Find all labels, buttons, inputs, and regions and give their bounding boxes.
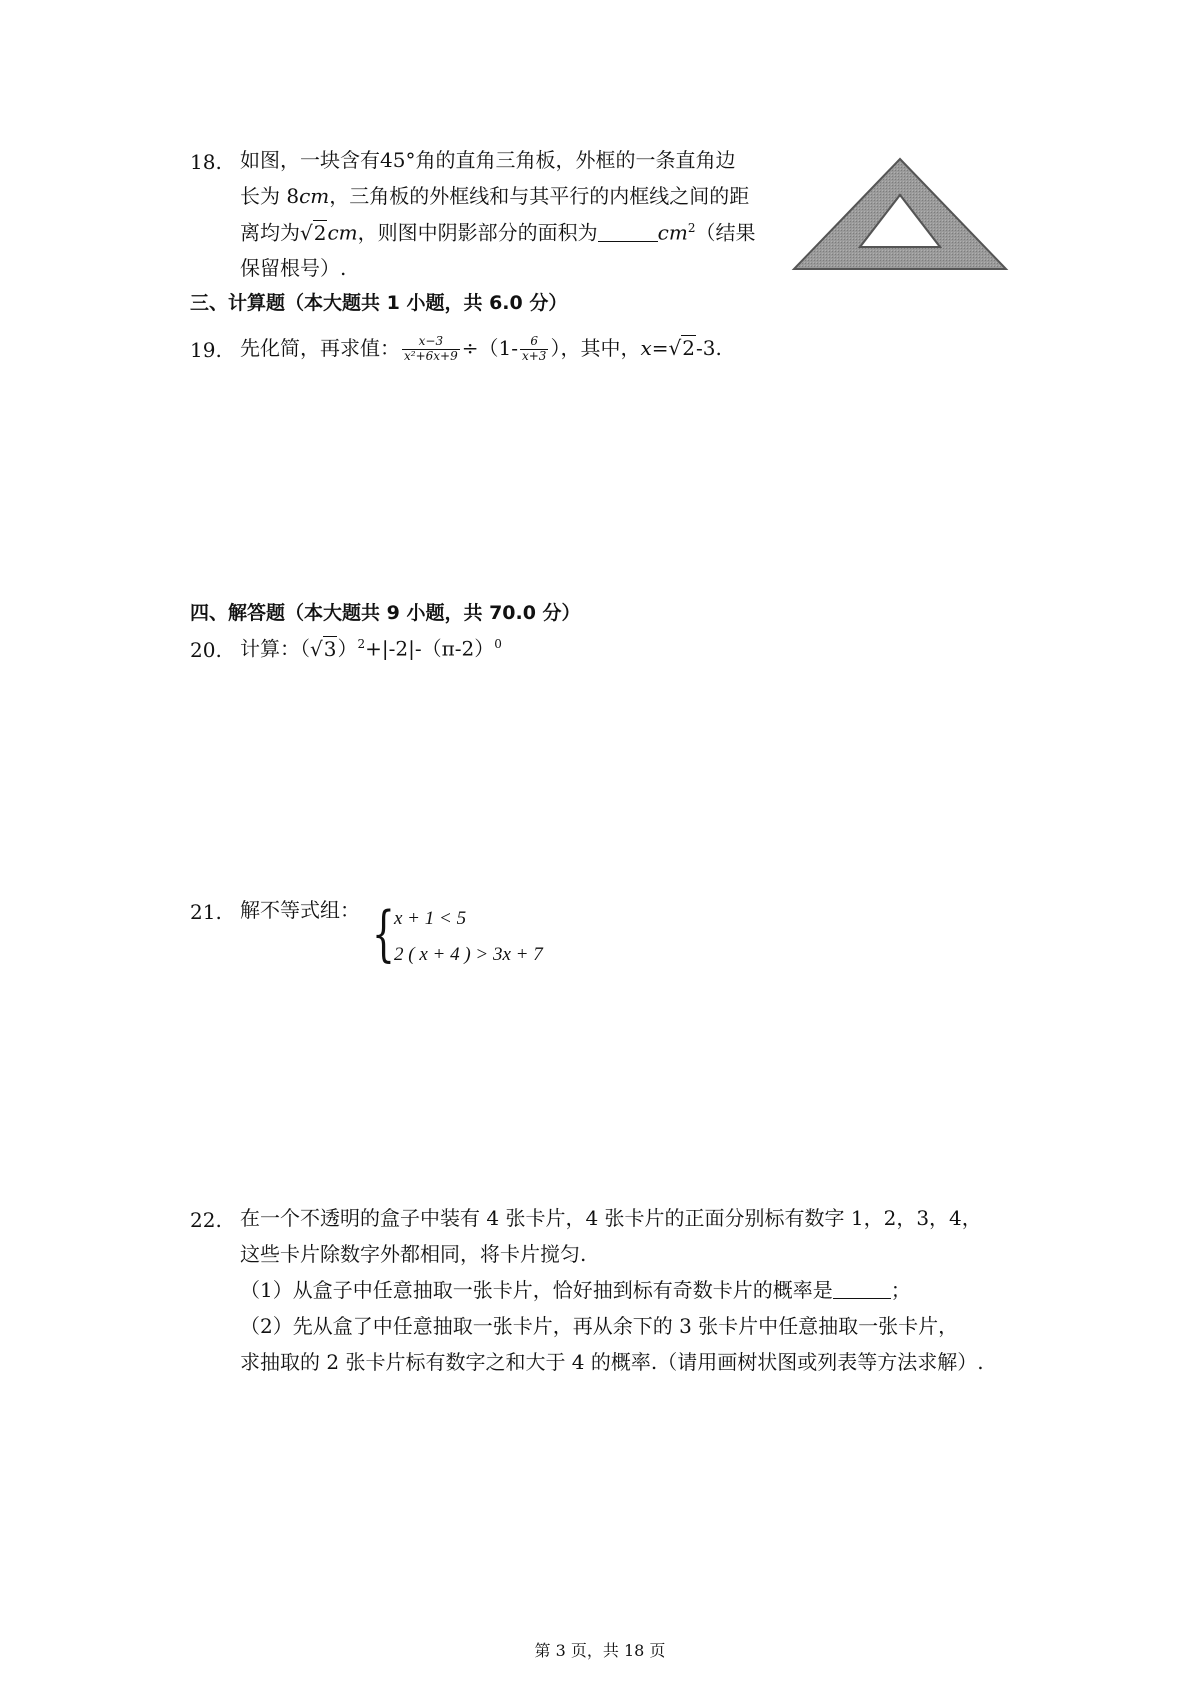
q22-text: （1）从盒子中任意抽取一张卡片，恰好抽到标有奇数卡片的概率是 [240, 1278, 833, 1302]
fraction-numerator: 6 [520, 335, 548, 350]
inequality-2: 2 ( x + 4 ) > 3x + 7 [394, 944, 543, 965]
q18-text: ，则图中阴影部分的面积为 [357, 220, 598, 245]
q22-line-4: （2）先从盒了中任意抽取一张卡片，再从余下的 3 张卡片中任意抽取一张卡片， [240, 1314, 959, 1338]
fraction-numerator: x−3 [402, 335, 460, 350]
q18-text: ，三角板的外框线和与其平行的内框线之间的距 [329, 184, 750, 208]
superscript: 2 [357, 637, 366, 651]
q18-line-4: 保留根号）. [240, 256, 347, 280]
left-brace: { [372, 899, 395, 969]
q18-unit: cm [657, 220, 688, 245]
sqrt-symbol: √2 [300, 220, 327, 245]
q22-line-1: 在一个不透明的盒子中装有 4 张卡片，4 张卡片的正面分别标有数字 1，2，3，4， [240, 1206, 982, 1230]
triangle-ruler-figure [790, 155, 1010, 275]
sqrt-symbol: √3 [310, 636, 337, 661]
section-title: 三、计算题（本大题共 1 小题，共 6.0 分） [190, 292, 568, 314]
inequality-1: x + 1 < 5 [394, 908, 467, 929]
q22-line-2: 这些卡片除数字外都相同，将卡片搅匀. [240, 1242, 587, 1266]
q18-text: 长为 8 [240, 184, 300, 208]
q18-unit: cm [299, 184, 330, 208]
q19-text: = [651, 336, 669, 360]
fraction [402, 335, 460, 364]
q19-expression [240, 328, 722, 368]
question-number: 19. [190, 338, 222, 362]
q22-text: ； [890, 1278, 911, 1302]
q19-text: 先化简，再求值： [240, 336, 400, 360]
q19-text: -3. [695, 336, 722, 360]
variable: x [640, 336, 652, 360]
superscript: 0 [494, 637, 502, 651]
section-title: 四、解答题（本大题共 9 小题，共 70.0 分） [190, 602, 581, 624]
fraction [520, 335, 548, 364]
q18-line-3 [240, 222, 755, 243]
q20-expression [240, 638, 502, 659]
q18-text: （结果 [695, 220, 756, 245]
q18-unit: cm [327, 220, 358, 245]
q18-text: 离均为 [240, 220, 300, 245]
q22-line-3 [240, 1280, 911, 1300]
q19-text: ），其中， [550, 336, 641, 360]
radicand: 2 [313, 220, 327, 245]
page-footer: 第 3 页，共 18 页 [534, 1641, 666, 1660]
answer-blank[interactable] [598, 223, 658, 242]
radicand: 3 [323, 636, 337, 661]
q20-text: +|-2|-（π-2） [365, 636, 495, 661]
q18-line-1: 如图，一块含有45°角的直角三角板，外框的一条直角边 [240, 148, 736, 172]
answer-blank[interactable] [833, 1280, 891, 1299]
fraction-denominator: x+3 [521, 349, 547, 363]
q22-line-5: 求抽取的 2 张卡片标有数字之和大于 4 的概率.（请用画树状图或列表等方法求解）. [240, 1350, 984, 1374]
q21-prefix: 解不等式组： [240, 898, 360, 922]
question-number: 22. [190, 1208, 222, 1232]
radicand: 2 [682, 336, 695, 360]
q18-line-2 [240, 186, 749, 206]
question-number: 20. [190, 638, 222, 662]
q19-text: ÷（1- [461, 336, 518, 360]
question-number: 21. [190, 900, 222, 924]
q20-text: 计算：（ [240, 636, 310, 661]
q20-text: ） [337, 636, 358, 661]
fraction-denominator: x²+6x+9 [404, 349, 458, 363]
question-number: 18. [190, 150, 222, 174]
superscript: 2 [687, 221, 696, 235]
sqrt-symbol: √2 [668, 336, 695, 360]
